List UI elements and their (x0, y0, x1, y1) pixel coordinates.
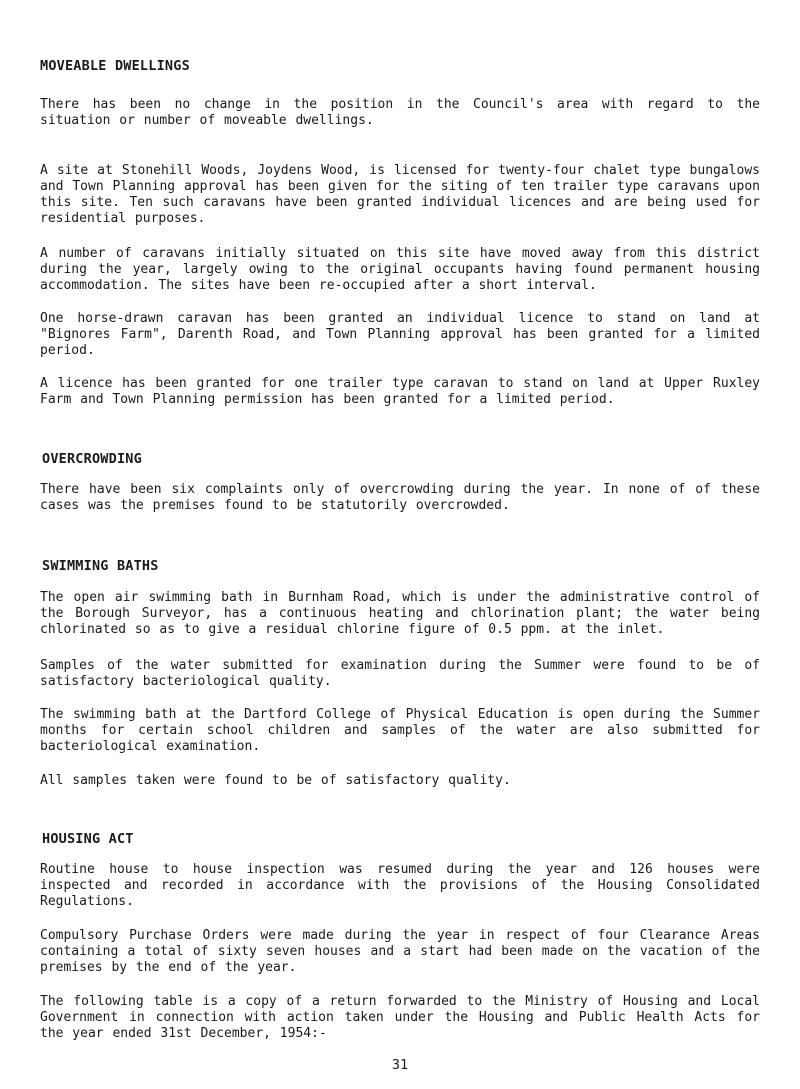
paragraph-overcrowding-1: There have been six complaints only of overcrowding during the year. In none of of these cases was the premises found to be statutorily overcrowded. (40, 482, 760, 513)
section-heading-overcrowding: OVERCROWDING (42, 451, 142, 467)
paragraph-moveable-dwellings-1: There has been no change in the position in the Council's area with regard to the situation or number of moveable dwellings. (40, 97, 760, 128)
paragraph-moveable-dwellings-2: A site at Stonehill Woods, Joydens Wood, is licensed for twenty-four chalet type bungalows and Town Planning approval has been given for the siting of ten trailer type caravans upon this site. Ten such caravans have been granted individual licences and are being used for residential purposes. (40, 163, 760, 226)
section-heading-housing-act: HOUSING ACT (42, 831, 134, 847)
paragraph-housing-act-3: The following table is a copy of a return forwarded to the Ministry of Housing and Local Government in connection with action taken under the Housing and Public Health Acts for the year ended 31st December, 1954:- (40, 994, 760, 1041)
page-number: 31 (391, 1057, 409, 1073)
paragraph-housing-act-2: Compulsory Purchase Orders were made during the year in respect of four Clearance Areas containing a total of sixty seven houses and a start had been made on the vacation of the premises by the end of the year. (40, 928, 760, 975)
paragraph-moveable-dwellings-3: A number of caravans initially situated on this site have moved away from this district during the year, largely owing to the original occupants having found permanent housing accommodation. The sites have been re-occupied after a short interval. (40, 246, 760, 293)
paragraph-swimming-baths-2: Samples of the water submitted for examination during the Summer were found to be of satisfactory bacteriological quality. (40, 658, 760, 689)
section-heading-swimming-baths: SWIMMING BATHS (42, 558, 159, 574)
paragraph-swimming-baths-1: The open air swimming bath in Burnham Road, which is under the administrative control of the Borough Surveyor, has a continuous heating and chlorination plant; the water being chlorinated so as to give a residual chlorine figure of 0.5 ppm. at the inlet. (40, 590, 760, 637)
section-heading-moveable-dwellings: MOVEABLE DWELLINGS (40, 58, 190, 74)
paragraph-moveable-dwellings-5: A licence has been granted for one trailer type caravan to stand on land at Upper Ruxley Farm and Town Planning permission has been granted for a limited period. (40, 376, 760, 407)
paragraph-swimming-baths-4: All samples taken were found to be of satisfactory quality. (40, 773, 511, 788)
paragraph-swimming-baths-3: The swimming bath at the Dartford College of Physical Education is open during the Summer months for certain school children and samples of the water are also submitted for bacteriological examination. (40, 707, 760, 754)
paragraph-housing-act-1: Routine house to house inspection was resumed during the year and 126 houses were inspected and recorded in accordance with the provisions of the Housing Consolidated Regulations. (40, 862, 760, 909)
paragraph-moveable-dwellings-4: One horse-drawn caravan has been granted an individual licence to stand on land at "Bignores Farm", Darenth Road, and Town Planning approval has been granted for a limited period. (40, 311, 760, 358)
